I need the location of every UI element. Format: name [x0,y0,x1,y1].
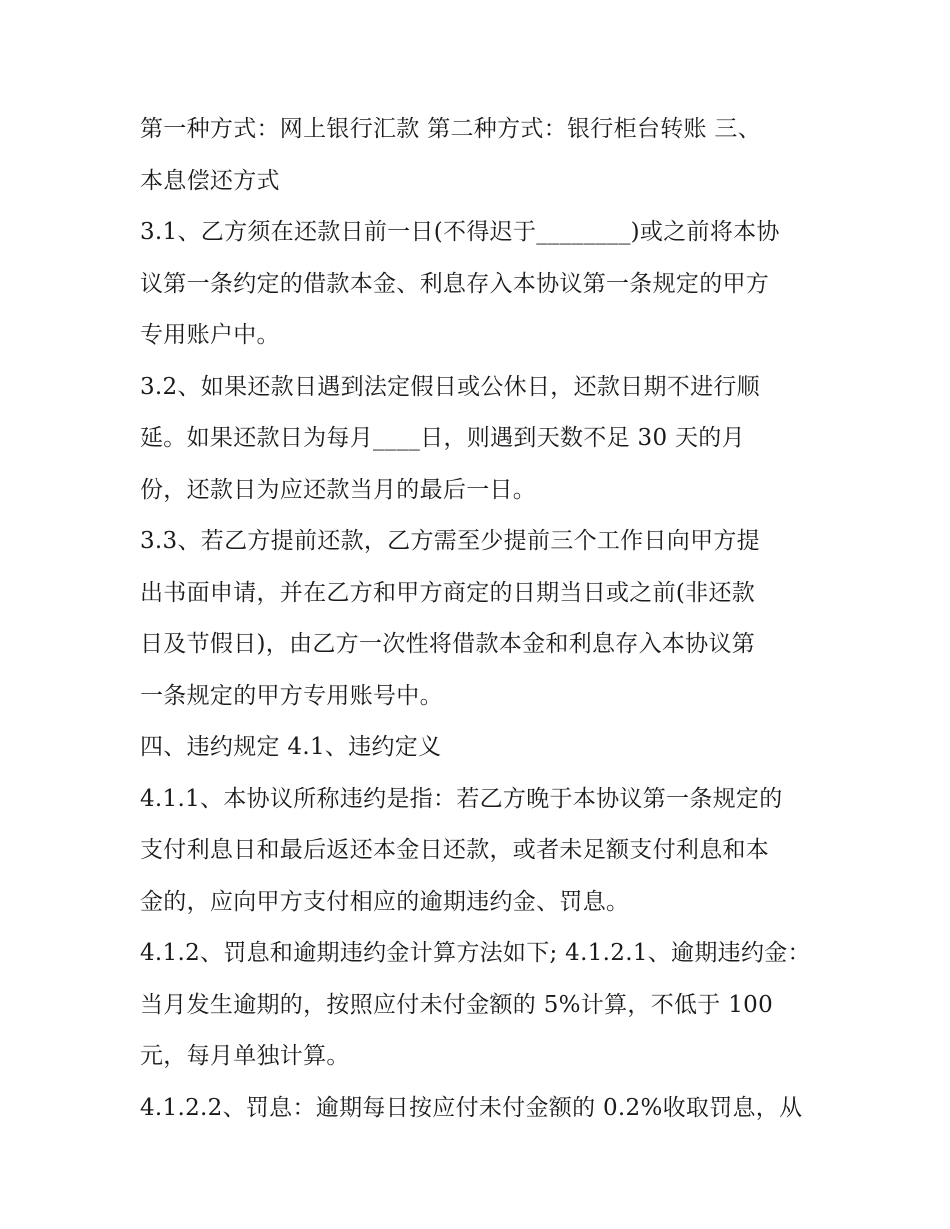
text-line: 元，每月单独计算。 [140,1043,350,1069]
text-line: 第一种方式：网上银行汇款 第二种方式：银行柜台转账 三、 [140,116,762,142]
text-line: 金的，应向甲方支付相应的逾期违约金、罚息。 [140,888,630,915]
text-line: 专用账户中。 [140,322,280,348]
text-line: 3.3、若乙方提前还款，乙方需至少提前三个工作日向甲方提 [140,528,760,554]
text-line: 四、违约规定 4.1、违约定义 [140,734,442,760]
text-line: 议第一条约定的借款本金、利息存入本协议第一条规定的甲方 [140,270,770,297]
text-line: 4.1.2.2、罚息：逾期每日按应付未付金额的 0.2%收取罚息，从 [140,1094,803,1121]
text-line: 日及节假日)，由乙方一次性将借款本金和利息存入本协议第 [140,631,756,657]
text-line: 支付利息日和最后返还本金日还款，或者未足额支付利息和本 [140,837,770,863]
text-line: 延。如果还款日为每月____日，则遇到天数不足 30 天的月 [140,425,745,451]
text-line: 份，还款日为应还款当月的最后一日。 [140,476,537,503]
text-line: 3.1、乙方须在还款日前一日(不得迟于________)或之前将本协 [140,219,780,245]
text-line: 3.2、如果还款日遇到法定假日或公休日，还款日期不进行顺 [140,373,760,400]
text-line: 当月发生逾期的，按照应付未付金额的 5%计算，不低于 100 [140,991,774,1018]
text-line: 4.1.2、罚息和逾期违约金计算方法如下; 4.1.2.1、逾期违约金： [140,940,811,966]
text-line: 一条规定的甲方专用账号中。 [140,682,443,709]
document-page [140,104,820,1134]
text-line: 出书面申请，并在乙方和甲方商定的日期当日或之前(非还款 [140,579,756,606]
text-line: 本息偿还方式 [140,167,280,194]
text-line: 4.1.1、本协议所称违约是指：若乙方晚于本协议第一条规定的 [140,785,783,812]
